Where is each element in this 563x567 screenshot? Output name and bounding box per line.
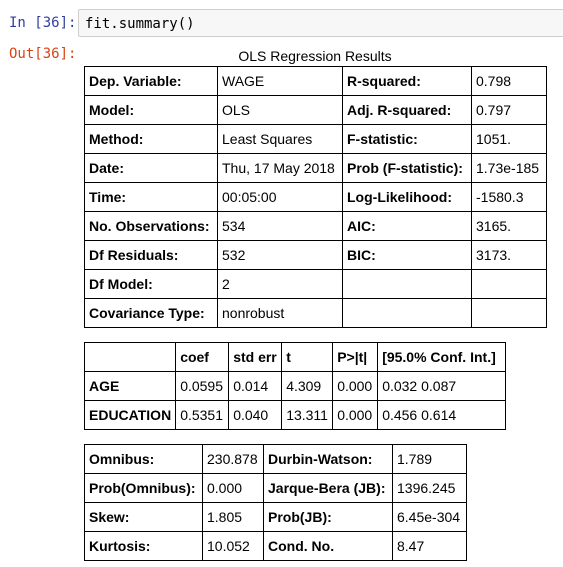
- output-prompt: Out[36]:: [9, 46, 77, 62]
- stat-value: Least Squares: [218, 125, 343, 154]
- stat-value: 4.309: [282, 372, 333, 401]
- stat-value: 534: [218, 212, 343, 241]
- stat-label: AGE: [85, 372, 176, 401]
- stat-value: 0.000: [203, 474, 264, 503]
- stat-label: Prob(Omnibus):: [85, 474, 203, 503]
- stat-label: Covariance Type:: [85, 299, 218, 328]
- stat-label: AIC:: [343, 212, 472, 241]
- stat-label: Df Model:: [85, 270, 218, 299]
- stat-value: 1.73e-185: [472, 154, 547, 183]
- stat-value: 0.014: [229, 372, 282, 401]
- stat-value: 1.789: [393, 445, 467, 474]
- stat-value: nonrobust: [218, 299, 343, 328]
- stat-value: 0.797: [472, 96, 547, 125]
- model-info-row: [85, 241, 547, 270]
- diagnostics-table: [84, 444, 467, 561]
- model-info-row: [85, 270, 547, 299]
- stat-label: Date:: [85, 154, 218, 183]
- stat-value: 0.798: [472, 67, 547, 96]
- model-info-row: [85, 299, 547, 328]
- stat-label: Model:: [85, 96, 218, 125]
- coefficient-row: [85, 372, 506, 401]
- stat-value: 8.47: [393, 532, 467, 561]
- stat-label: Skew:: [85, 503, 203, 532]
- model-info-row: [85, 183, 547, 212]
- stat-label: [343, 299, 472, 328]
- stat-label: Omnibus:: [85, 445, 203, 474]
- model-info-row: [85, 212, 547, 241]
- column-header: [95.0% Conf. Int.]: [378, 343, 506, 372]
- stat-value: 2: [218, 270, 343, 299]
- stat-value: 3173.: [472, 241, 547, 270]
- stat-label: R-squared:: [343, 67, 472, 96]
- code-text: fit.summary(): [85, 16, 195, 32]
- model-info-row: [85, 67, 547, 96]
- stat-value: OLS: [218, 96, 343, 125]
- stat-value: 1051.: [472, 125, 547, 154]
- stat-label: Kurtosis:: [85, 532, 203, 561]
- stat-label: Jarque-Bera (JB):: [264, 474, 393, 503]
- stat-label: Df Residuals:: [85, 241, 218, 270]
- coefficient-row: [85, 401, 506, 430]
- stat-label: [343, 270, 472, 299]
- diagnostics-row: [85, 503, 467, 532]
- stat-value: WAGE: [218, 67, 343, 96]
- stat-value: 0.040: [229, 401, 282, 430]
- stat-value: 1.805: [203, 503, 264, 532]
- column-header: P>|t|: [333, 343, 378, 372]
- stat-value: 0.0595: [176, 372, 229, 401]
- coefficients-table: [84, 342, 506, 430]
- model-info-row: [85, 96, 547, 125]
- stat-value: Thu, 17 May 2018: [218, 154, 343, 183]
- stat-value: 0.456 0.614: [378, 401, 506, 430]
- model-info-table: [84, 66, 547, 328]
- stat-value: [472, 299, 547, 328]
- diagnostics-row: [85, 445, 467, 474]
- stat-label: BIC:: [343, 241, 472, 270]
- input-prompt: In [36]:: [9, 15, 77, 31]
- stat-label: Prob(JB):: [264, 503, 393, 532]
- model-info-row: [85, 154, 547, 183]
- code-cell-input[interactable]: [78, 9, 563, 37]
- stat-value: 0.032 0.087: [378, 372, 506, 401]
- stat-value: 0.000: [333, 372, 378, 401]
- stat-value: [472, 270, 547, 299]
- stat-label: Log-Likelihood:: [343, 183, 472, 212]
- stat-value: 13.311: [282, 401, 333, 430]
- column-header: [85, 343, 176, 372]
- stat-value: 1396.245: [393, 474, 467, 503]
- diagnostics-row: [85, 474, 467, 503]
- stat-label: Method:: [85, 125, 218, 154]
- stat-label: EDUCATION: [85, 401, 176, 430]
- stat-label: Time:: [85, 183, 218, 212]
- stat-label: Prob (F-statistic):: [343, 154, 472, 183]
- stat-value: 0.000: [333, 401, 378, 430]
- stat-label: Cond. No.: [264, 532, 393, 561]
- stat-value: 00:05:00: [218, 183, 343, 212]
- stat-value: 6.45e-304: [393, 503, 467, 532]
- stat-label: Dep. Variable:: [85, 67, 218, 96]
- stat-value: 230.878: [203, 445, 264, 474]
- stat-value: 0.5351: [176, 401, 229, 430]
- summary-title: OLS Regression Results: [238, 48, 392, 64]
- stat-value: 3165.: [472, 212, 547, 241]
- stat-label: Adj. R-squared:: [343, 96, 472, 125]
- stat-label: No. Observations:: [85, 212, 218, 241]
- column-header: std err: [229, 343, 282, 372]
- stat-label: F-statistic:: [343, 125, 472, 154]
- stat-value: 10.052: [203, 532, 264, 561]
- stat-label: Durbin-Watson:: [264, 445, 393, 474]
- coefficient-header-row: [85, 343, 506, 372]
- column-header: coef: [176, 343, 229, 372]
- diagnostics-row: [85, 532, 467, 561]
- column-header: t: [282, 343, 333, 372]
- model-info-row: [85, 125, 547, 154]
- stat-value: 532: [218, 241, 343, 270]
- stat-value: -1580.3: [472, 183, 547, 212]
